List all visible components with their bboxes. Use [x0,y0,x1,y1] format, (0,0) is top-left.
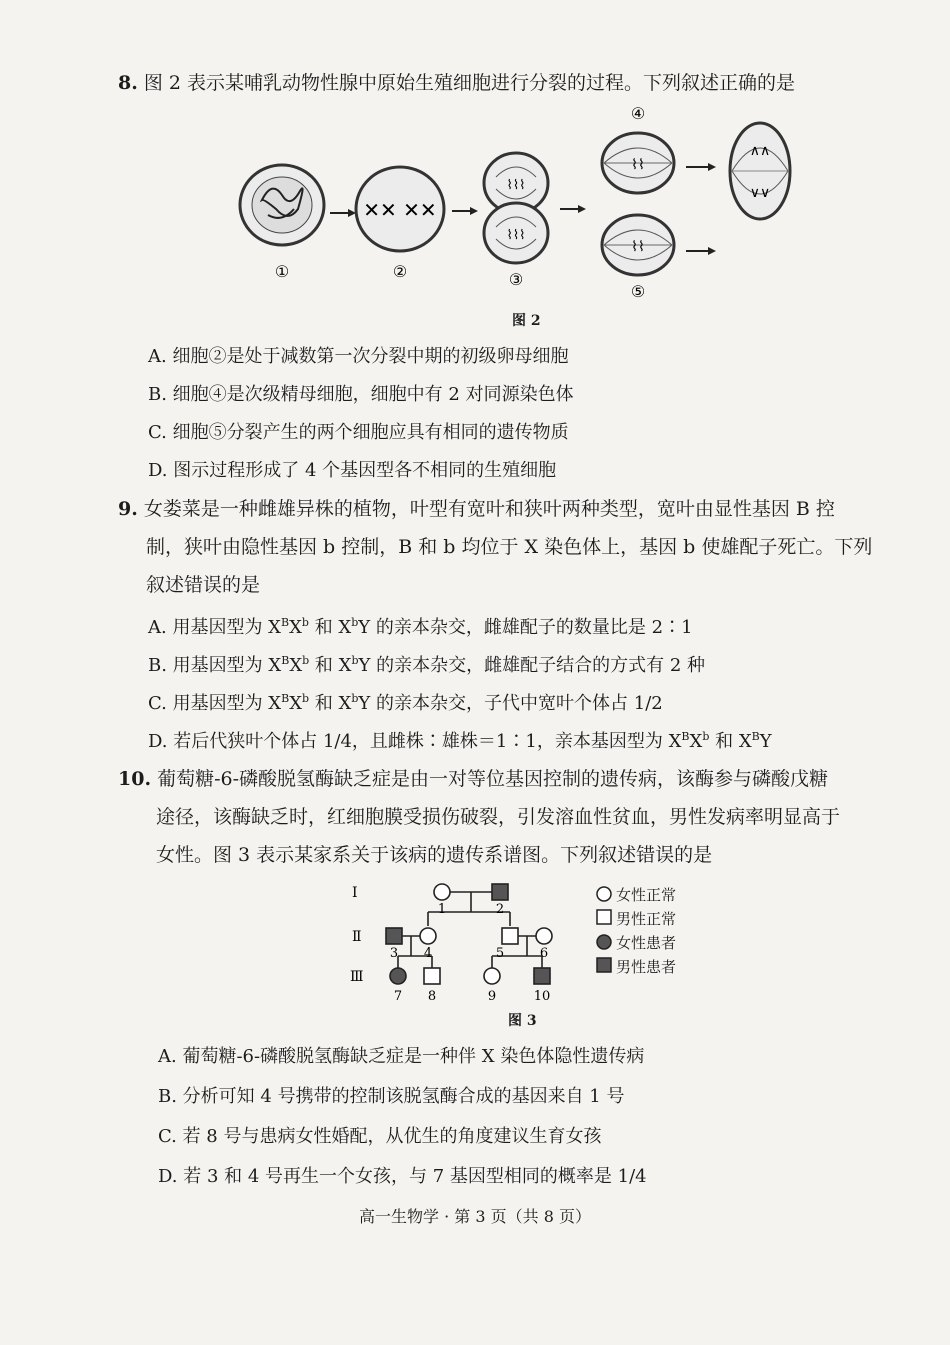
individual-8 [424,968,440,984]
individual-7 [390,968,406,984]
id-9: 9 [487,989,497,1004]
individual-2 [492,884,508,900]
q9-stem-line-2: 制，狭叶由隐性基因 b 控制，B 和 b 均位于 X 染色体上，基因 b 使雄配子死亡。下列 [146,536,873,558]
q9-option-a[interactable]: A. 用基因型为 $X^BX^b$ 和 $X^bY$ 的亲本杂交，雌雄配子的数量比是 2∶1 [148,616,693,638]
id-1: 1 [437,902,447,917]
figure-2-cell-division [230,105,810,305]
svg-text:⌇⌇: ⌇⌇ [631,157,645,173]
cell-label-4: ④ [630,105,646,123]
pedigree-legend [596,884,716,980]
q8-option-a[interactable]: A. 细胞②是处于减数第一次分裂中期的初级卵母细胞 [148,346,569,367]
id-8: 8 [427,989,437,1004]
svg-text:⌇⌇⌇: ⌇⌇⌇ [506,178,526,193]
individual-1 [434,884,450,900]
figure-3-caption: 图 3 [508,1013,537,1029]
cell-label-2: ② [392,262,408,281]
individual-4 [420,928,436,944]
q10-stem-line-1 [118,760,828,798]
q9-stem-line-1 [118,490,835,528]
legend-male-normal: 男性正常 [616,910,677,928]
q9-option-b[interactable]: B. 用基因型为 $X^BX^b$ 和 $X^bY$ 的亲本杂交，雌雄配子结合的方式有 2 种 [148,654,706,676]
cell-1 [240,165,324,245]
id-2: 2 [495,902,505,917]
legend-female-normal: 女性正常 [616,886,677,904]
page-footer: 高一生物学 · 第 3 页（共 8 页） [359,1207,591,1226]
cell-4 [602,133,674,193]
generation-label-1: Ⅰ [352,885,358,901]
q10-option-d[interactable]: D. 若 3 和 4 号再生一个女孩，与 7 基因型相同的概率是 1/4 [158,1166,647,1187]
q10-option-a[interactable]: A. 葡萄糖-6-磷酸脱氢酶缺乏症是一种伴 X 染色体隐性遗传病 [158,1046,645,1067]
q10-stem-line-3: 女性。图 3 表示某家系关于该病的遗传系谱图。下列叙述错误的是 [156,844,713,866]
individual-3 [386,928,402,944]
cell-6-anaphase [730,123,790,219]
svg-text:⌇⌇⌇: ⌇⌇⌇ [506,228,526,243]
q9-stem-text-1: 女娄菜是一种雌雄异株的植物，叶型有宽叶和狭叶两种类型，宽叶由显性基因 B 控 [143,498,835,520]
generation-label-3: Ⅲ [350,969,364,985]
q9-option-c[interactable]: C. 用基因型为 $X^BX^b$ 和 $X^bY$ 的亲本杂交，子代中宽叶个体占 1/2 [148,692,663,714]
id-10: 10 [533,989,551,1004]
legend-male-affected: 男性患者 [616,958,677,976]
q8-option-c[interactable]: C. 细胞⑤分裂产生的两个细胞应具有相同的遗传物质 [148,422,569,443]
q10-option-b[interactable]: B. 分析可知 4 号携带的控制该脱氢酶合成的基因来自 1 号 [158,1086,625,1107]
svg-text:∧∧: ∧∧ [749,143,771,159]
id-4: 4 [423,946,433,961]
individual-5 [502,928,518,944]
id-7: 7 [393,989,403,1004]
cell-2 [356,167,444,251]
id-3: 3 [389,946,399,961]
legend-male-affected-icon [597,958,611,972]
legend-female-affected-icon [597,935,611,949]
cell-label-3: ③ [508,270,524,289]
svg-text:⌇⌇: ⌇⌇ [631,239,645,255]
q9-number: 9. [118,498,138,520]
q10-option-c[interactable]: C. 若 8 号与患病女性婚配，从优生的角度建议生育女孩 [158,1126,602,1147]
individual-6 [536,928,552,944]
id-5: 5 [495,946,505,961]
legend-male-normal-icon [597,910,611,924]
cell-label-5: ⑤ [630,282,646,301]
q8-option-b[interactable]: B. 细胞④是次级精母细胞，细胞中有 2 对同源染色体 [148,384,574,405]
svg-text:∨∨: ∨∨ [749,185,771,201]
q8-stem [118,64,795,102]
individual-9 [484,968,500,984]
q10-number: 10. [118,768,152,790]
generation-label-2: Ⅱ [352,929,362,945]
cell-5 [602,215,674,275]
q8-option-d[interactable]: D. 图示过程形成了 4 个基因型各不相同的生殖细胞 [148,460,557,481]
legend-female-normal-icon [597,887,611,901]
q9-option-d[interactable]: D. 若后代狭叶个体占 1/4，且雌株∶雄株＝1∶1，亲本基因型为 $X^BX^b$ 和 $X^BY$ [148,730,772,752]
cell-label-1: ① [274,262,290,281]
id-6: 6 [539,946,549,961]
legend-female-affected: 女性患者 [616,934,677,952]
svg-text:✕✕ ✕✕: ✕✕ ✕✕ [363,198,437,222]
individual-10 [534,968,550,984]
figure-2-caption: 图 2 [512,313,541,329]
q9-stem-line-3: 叙述错误的是 [146,574,261,596]
q10-stem-text-1: 葡萄糖-6-磷酸脱氢酶缺乏症是由一对等位基因控制的遗传病，该酶参与磷酸戊糖 [157,768,829,790]
q8-number: 8. [118,72,138,94]
q10-stem-line-2: 途径，该酶缺乏时，红细胞膜受损伤破裂，引发溶血性贫血，男性发病率明显高于 [156,806,841,828]
q8-stem-text: 图 2 表示某哺乳动物性腺中原始生殖细胞进行分裂的过程。下列叙述正确的是 [143,72,796,94]
cell-3 [484,153,548,263]
figure-3-pedigree [340,878,590,1008]
